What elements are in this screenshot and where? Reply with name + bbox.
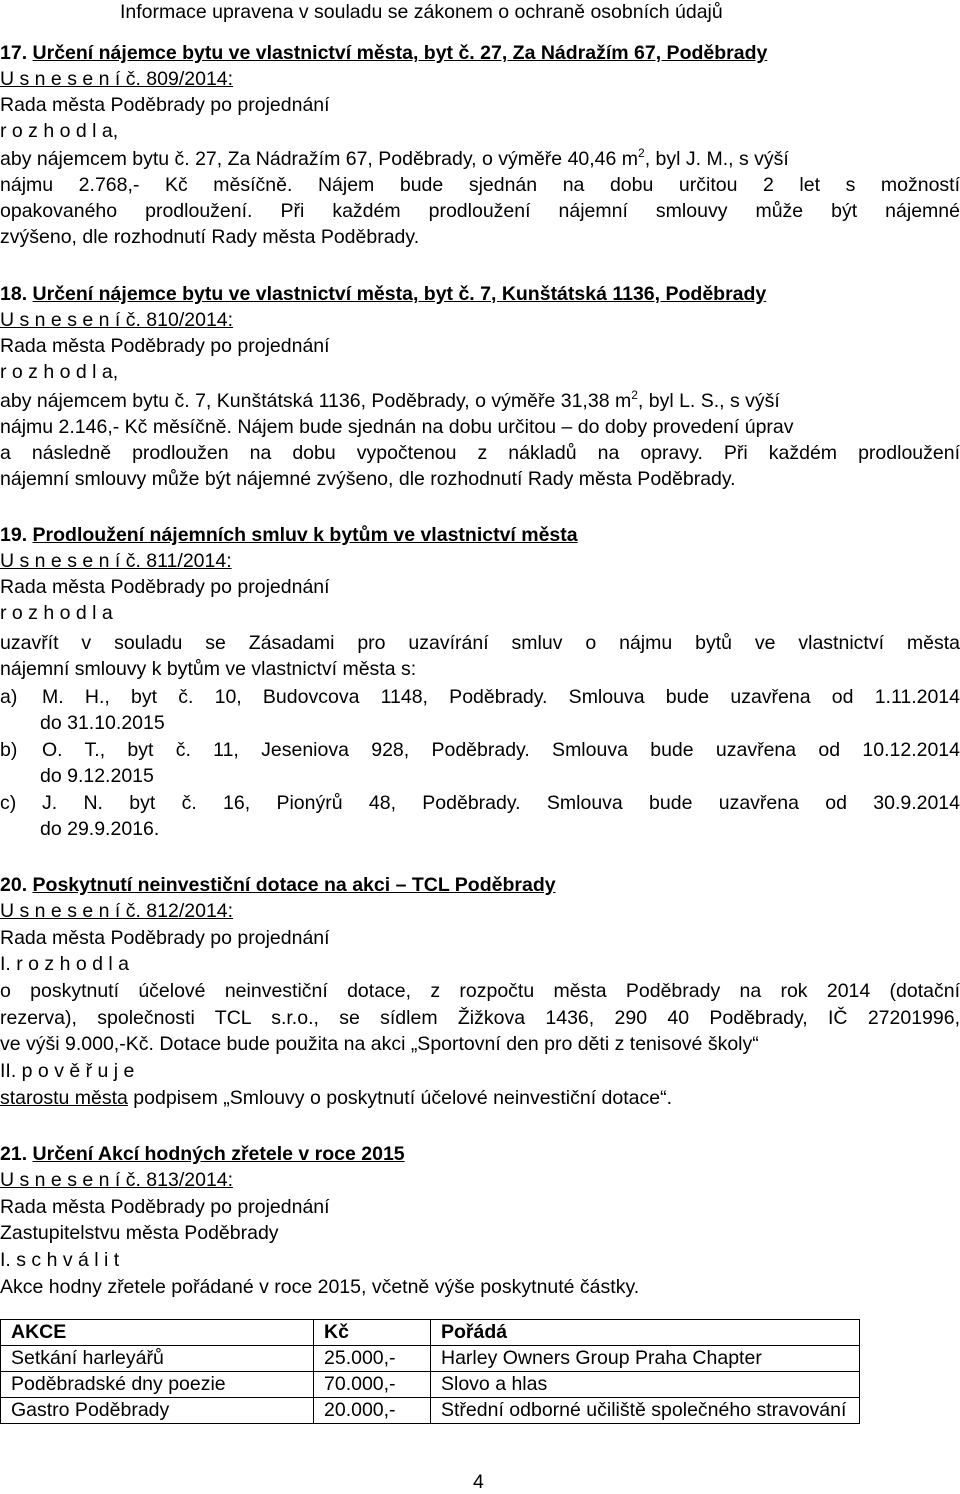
body-line: nájemní smlouvy k bytům ve vlastnictví města s:: [0, 658, 417, 680]
resolution-number: U s n e s e n í č. 813/2014:: [0, 1169, 234, 1191]
resolution-number: U s n e s e n í č. 809/2014:: [0, 68, 234, 90]
table-cell: 20.000,-: [314, 1398, 431, 1424]
table-cell: Poděbradské dny poezie: [1, 1372, 314, 1398]
body-line: o poskytnutí účelové neinvestiční dotace, z rozpočtu města Poděbrady na rok 2014 (dotační: [0, 980, 960, 1002]
resolution-number: U s n e s e n í č. 812/2014:: [0, 900, 234, 922]
table-cell: 25.000,-: [314, 1346, 431, 1372]
item-19-title: [0, 522, 960, 548]
body-line: zvýšeno, dle rozhodnutí Rady města Poděbrady.: [0, 226, 420, 248]
body-line: opakovaného prodloužení. Při každém prodloužení nájemní smlouvy může být nájemné: [0, 200, 960, 222]
table-header-row: [1, 1320, 860, 1346]
table-header-cell: Pořádá: [431, 1320, 860, 1346]
table-header-cell: AKCE: [1, 1320, 314, 1346]
body-line: uzavřít v souladu se Zásadami pro uzavírání smluv o nájmu bytů ve vlastnictví města: [0, 632, 960, 654]
body-line: Akce hodny zřetele pořádané v roce 2015, včetně výše poskytnuté částky.: [0, 1276, 640, 1298]
decision-word: r o z h o d l a,: [0, 361, 119, 383]
list-item: b) O. T., byt č. 11, Jeseniova 928, Poděbrady. Smlouva bude uzavřena od 10.12.2014: [0, 739, 960, 761]
decision-word: I. s c h v á l i t: [0, 1249, 120, 1271]
privacy-header: Informace upravena v souladu se zákonem o ochraně osobních údajů: [120, 1, 723, 23]
body-line: nájmu 2.768,- Kč měsíčně. Nájem bude sjednán na dobu určitou 2 let s možností: [0, 174, 960, 196]
council-text: Rada města Poděbrady po projednání: [0, 94, 330, 116]
table-row: [1, 1372, 860, 1398]
item-17-title: [0, 40, 960, 66]
body-line: nájemní smlouvy může být nájemné zvýšeno, dle rozhodnutí Rady města Poděbrady.: [0, 468, 736, 490]
council-text: Rada města Poděbrady po projednání: [0, 576, 330, 598]
item-number: 21.: [0, 1143, 28, 1165]
events-table: [0, 1319, 860, 1424]
body-line: a následně prodloužen na dobu vypočtenou z nákladů na opravy. Při každém prodloužení: [0, 442, 960, 464]
item-title: Poskytnutí neinvestiční dotace na akci – TCL Poděbrady: [32, 874, 556, 896]
item-title: Určení nájemce bytu ve vlastnictví města, byt č. 7, Kunštátská 1136, Poděbrady: [32, 283, 767, 305]
item-title: Určení Akcí hodných zřetele v roce 2015: [32, 1143, 405, 1165]
council-text: Rada města Poděbrady po projednání: [0, 1196, 330, 1218]
resolution-number: U s n e s e n í č. 810/2014:: [0, 309, 234, 331]
table-cell: Harley Owners Group Praha Chapter: [431, 1346, 860, 1372]
council-text: Rada města Poděbrady po projednání: [0, 335, 330, 357]
table-row: [1, 1346, 860, 1372]
body-line: ve výši 9.000,-Kč. Dotace bude použita na akci „Sportovní den pro děti z tenisové školy“: [0, 1033, 759, 1055]
decision-word: r o z h o d l a,: [0, 120, 119, 142]
table-cell: Setkání harleyářů: [1, 1346, 314, 1372]
table-cell: 70.000,-: [314, 1372, 431, 1398]
item-21-title: [0, 1141, 960, 1167]
decision-word: I. r o z h o d l a: [0, 953, 129, 975]
list-item-cont: do 29.9.2016.: [40, 818, 160, 840]
body-line: aby nájemcem bytu č. 7, Kunštátská 1136, Poděbrady, o výměře 31,38 $m^2$, byl L. S., s výší: [0, 388, 780, 412]
body-line: nájmu 2.146,- Kč měsíčně. Nájem bude sjednán na dobu určitou – do doby provedení úprav: [0, 416, 794, 438]
item-number: 17.: [0, 42, 28, 64]
list-item: a) M. H., byt č. 10, Budovcova 1148, Poděbrady. Smlouva bude uzavřena od 1.11.2014: [0, 686, 960, 708]
item-number: 20.: [0, 874, 28, 896]
list-item: c) J. N. byt č. 16, Pionýrů 48, Poděbrady. Smlouva bude uzavřena od 30.9.2014: [0, 792, 960, 814]
decision-word: II. p o v ě ř u j e: [0, 1060, 135, 1082]
body-line: rezerva), společnosti TCL s.r.o., se sídlem Žižkova 1436, 290 40 Poděbrady, IČ 27201996,: [0, 1007, 960, 1029]
body-line: aby nájemcem bytu č. 27, Za Nádražím 67, Poděbrady, o výměře 40,46 $m^2$, byl J. M., s výší: [0, 146, 789, 170]
item-number: 19.: [0, 524, 28, 546]
list-label: a): [0, 686, 18, 708]
item-title: Prodloužení nájemních smluv k bytům ve vlastnictví města: [32, 524, 578, 546]
resolution-number: U s n e s e n í č. 811/2014:: [0, 550, 232, 572]
table-cell: Střední odborné učiliště společného stravování: [431, 1398, 860, 1424]
list-item-cont: do 31.10.2015: [40, 712, 165, 734]
page-number: 4: [473, 1471, 484, 1493]
council-text: Rada města Poděbrady po projednání: [0, 927, 330, 949]
list-label: c): [0, 792, 17, 814]
item-title: Určení nájemce bytu ve vlastnictví města, byt č. 27, Za Nádražím 67, Poděbrady: [32, 42, 768, 64]
item-number: 18.: [0, 283, 28, 305]
list-item-cont: do 9.12.2015: [40, 765, 154, 787]
table-cell: Gastro Poděbrady: [1, 1398, 314, 1424]
body-line: starostu města podpisem „Smlouvy o poskytnutí účelové neinvestiční dotace“.: [0, 1087, 673, 1109]
item-18-title: [0, 281, 960, 307]
mayor-text: starostu města: [0, 1087, 128, 1109]
list-label: b): [0, 739, 18, 761]
council-text: Zastupitelstvu města Poděbrady: [0, 1222, 279, 1244]
table-header-cell: Kč: [314, 1320, 431, 1346]
decision-word: r o z h o d l a: [0, 602, 113, 624]
table-cell: Slovo a hlas: [431, 1372, 860, 1398]
table-row: [1, 1398, 860, 1424]
item-20-title: [0, 872, 960, 898]
